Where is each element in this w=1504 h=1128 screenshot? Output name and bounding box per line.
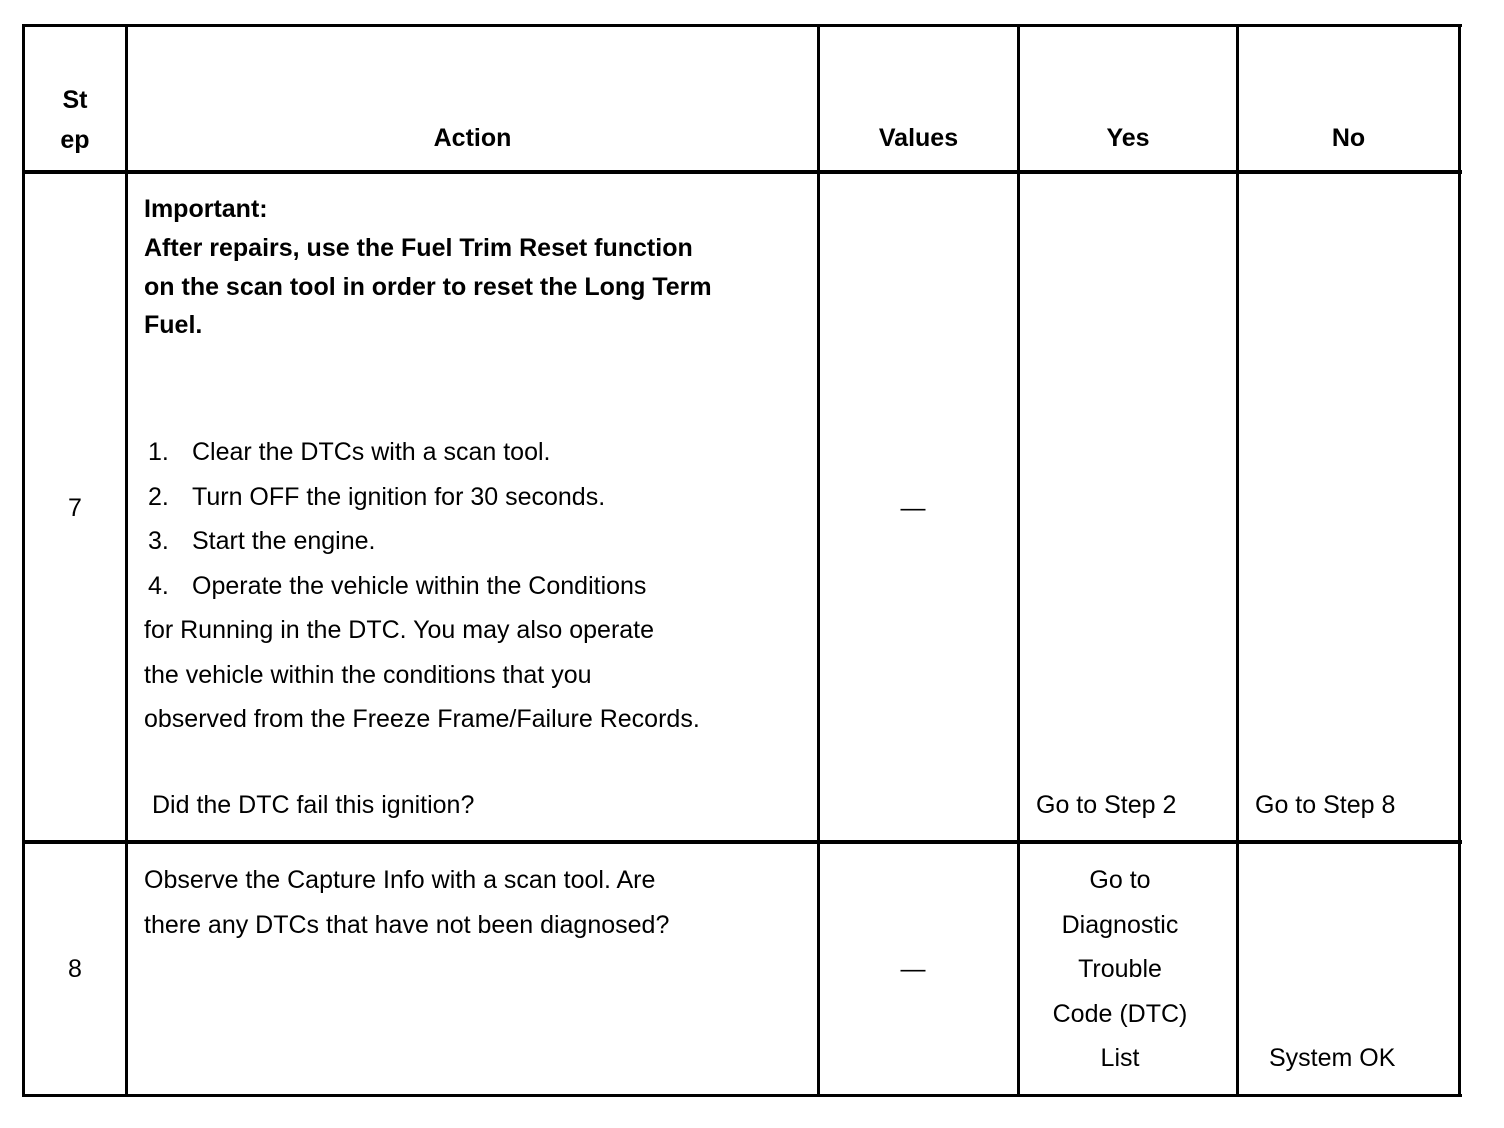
no-result: System OK [1269,1044,1396,1072]
list-item [144,519,700,564]
important-note [144,190,712,345]
list-item-text: Clear the DTCs with a scan tool. [192,438,551,466]
important-line: After repairs, use the Fuel Trim Reset function [144,233,693,262]
procedure-list [144,430,700,742]
header-action: Action [433,124,512,152]
action-line: Observe the Capture Info with a scan tool. Are [144,866,656,894]
header-step-line2: ep [60,126,90,154]
yes-result-line: Trouble [1078,955,1162,983]
yes-result-line: List [1100,1044,1140,1072]
table-border-bottom [22,1094,1462,1097]
header-divider [22,170,1462,174]
header-no: No [1331,124,1366,152]
header-step-line1: St [62,86,88,114]
continuation-line: observed from the Freeze Frame/Failure Records. [144,705,700,733]
list-item-number: 3. [148,527,169,555]
header-step [25,80,125,160]
row-divider [22,840,1462,844]
list-item-text: Operate the vehicle within the Conditions [192,571,647,600]
table-border-top [22,24,1462,27]
col-divider-step [125,24,128,1097]
col-border-left [22,24,25,1097]
list-item-number: 2. [148,482,169,511]
header-values: Values [878,124,959,152]
list-item-number: 1. [148,438,169,466]
important-line: Fuel. [144,311,203,340]
step-number: 7 [68,494,82,522]
yes-result-line: Code (DTC) [1052,999,1188,1028]
yes-result: Go to Step 2 [1036,791,1177,819]
col-divider-action [817,24,820,1097]
list-item [144,564,700,609]
values-cell: — [900,955,926,983]
continuation-line: for Running in the DTC. You may also operate [144,616,655,644]
action-text [144,858,669,947]
col-border-right [1458,24,1461,1097]
col-divider-yes [1236,24,1239,1097]
yes-result-line: Go to [1089,866,1151,894]
list-item [144,430,700,475]
values-cell: — [900,494,926,522]
no-result: Go to Step 8 [1255,791,1396,819]
yes-result-line: Diagnostic [1061,910,1179,939]
step-question: Did the DTC fail this ignition? [152,791,475,819]
list-item-text: Turn OFF the ignition for 30 seconds. [192,482,606,511]
important-label: Important: [144,195,268,223]
list-item-number: 4. [148,571,169,600]
step-number: 8 [68,955,82,983]
action-line: there any DTCs that have not been diagnosed? [144,910,670,939]
yes-result [1020,858,1220,1081]
important-line: on the scan tool in order to reset the Long Term [144,272,712,301]
list-item-text: Start the engine. [192,527,376,555]
list-item [144,475,700,520]
header-yes: Yes [1106,124,1150,152]
continuation-line: the vehicle within the conditions that you [144,660,592,689]
